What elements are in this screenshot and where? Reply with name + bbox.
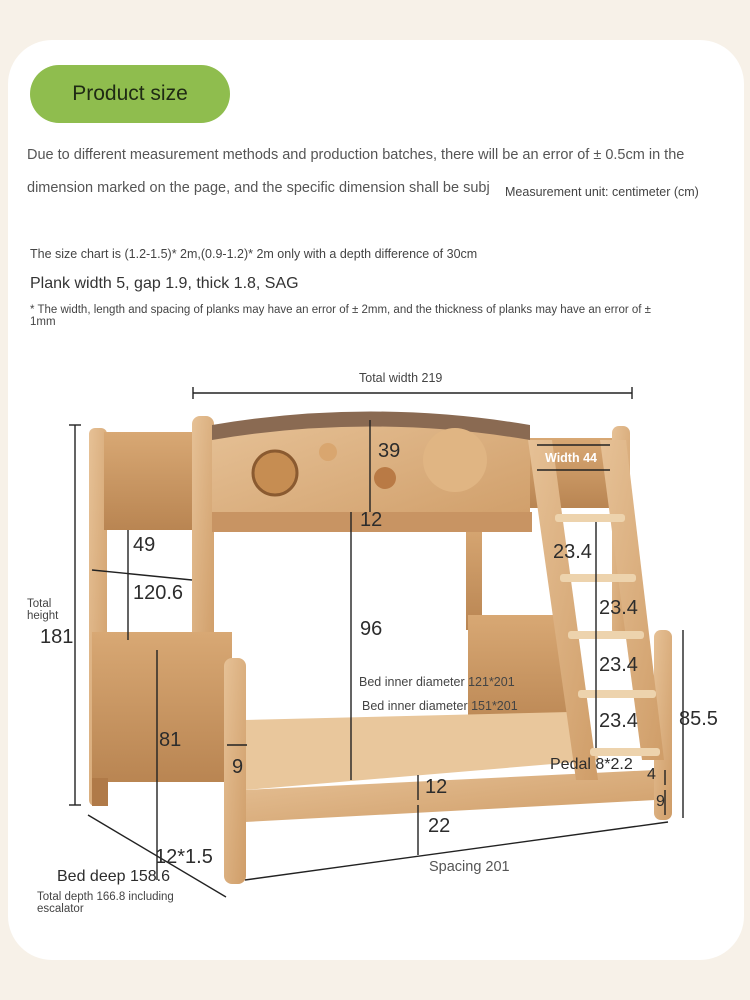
rail-12-bottom: 12 bbox=[425, 776, 448, 798]
bed-deep-label: Bed deep 158.6 bbox=[57, 868, 170, 885]
size-chart-note: The size chart is (1.2-1.5)* 2m,(0.9-1.2)* 2m only with a depth difference of 30cm bbox=[30, 247, 478, 261]
total-height-label-1: Total bbox=[27, 598, 52, 610]
tolerance-line-1: * The width, length and spacing of planks may have an error of ± 2mm, and the thickness of planks may have an error of ± bbox=[30, 304, 651, 316]
measurement-unit-note: Measurement unit: centimeter (cm) bbox=[505, 185, 699, 199]
spacing-label: Spacing 201 bbox=[429, 859, 510, 875]
headboard-39: 39 bbox=[378, 440, 401, 462]
pedal-label: Pedal 8*2.2 bbox=[550, 756, 633, 773]
ladder-step-3 bbox=[568, 631, 644, 639]
step-23-4-c: 23.4 bbox=[599, 654, 638, 676]
step-23-4-b: 23.4 bbox=[599, 597, 638, 619]
total-height-value: 181 bbox=[40, 626, 74, 648]
clearance-96: 96 bbox=[360, 618, 383, 640]
pedal-4: 4 bbox=[647, 766, 656, 783]
total-depth-line-2: escalator bbox=[37, 903, 84, 915]
upper-left-panel bbox=[104, 432, 196, 530]
foot-12x1-5: 12*1.5 bbox=[155, 846, 213, 868]
disclaimer-line-1: Due to different measurement methods and production batches, there will be an error of ± 0.5cm in the bbox=[27, 147, 685, 163]
upper-49: 49 bbox=[133, 534, 156, 556]
small-circle-decoration-2 bbox=[374, 467, 396, 489]
lower-9: 9 bbox=[232, 756, 244, 778]
ladder-step-1 bbox=[555, 514, 625, 522]
ladder-step-5 bbox=[590, 748, 660, 756]
total-height-label-2: height bbox=[27, 610, 59, 622]
floor-22: 22 bbox=[428, 815, 451, 837]
upper-front-post bbox=[192, 416, 214, 666]
inner-diameter-lower: Bed inner diameter 151*201 bbox=[362, 699, 518, 713]
back-post bbox=[466, 520, 482, 630]
lower-footboard bbox=[92, 632, 232, 782]
pedal-9: 9 bbox=[656, 793, 665, 810]
step-23-4-a: 23.4 bbox=[553, 541, 592, 563]
total-depth-line-1: Total depth 166.8 including bbox=[37, 891, 174, 903]
moon-decoration bbox=[423, 428, 487, 492]
left-foot bbox=[92, 778, 108, 806]
ladder-85-5: 85.5 bbox=[679, 708, 718, 730]
upper-120-6: 120.6 bbox=[133, 582, 184, 604]
step-23-4-d: 23.4 bbox=[599, 710, 638, 732]
porthole-decoration bbox=[253, 451, 297, 495]
tolerance-line-2: 1mm bbox=[30, 316, 56, 328]
rail-12-top: 12 bbox=[360, 509, 383, 531]
width-44-label: Width 44 bbox=[545, 451, 597, 465]
disclaimer-line-2: dimension marked on the page, and the specific dimension shall be subj bbox=[27, 180, 490, 196]
small-circle-decoration bbox=[319, 443, 337, 461]
lower-81: 81 bbox=[159, 729, 182, 751]
total-width-label: Total width 219 bbox=[359, 371, 443, 385]
inner-diameter-upper: Bed inner diameter 121*201 bbox=[359, 675, 515, 689]
badge-label: Product size bbox=[72, 82, 188, 105]
ladder-step-2 bbox=[560, 574, 636, 582]
ladder-step-4 bbox=[578, 690, 656, 698]
plank-spec: Plank width 5, gap 1.9, thick 1.8, SAG bbox=[30, 275, 299, 292]
